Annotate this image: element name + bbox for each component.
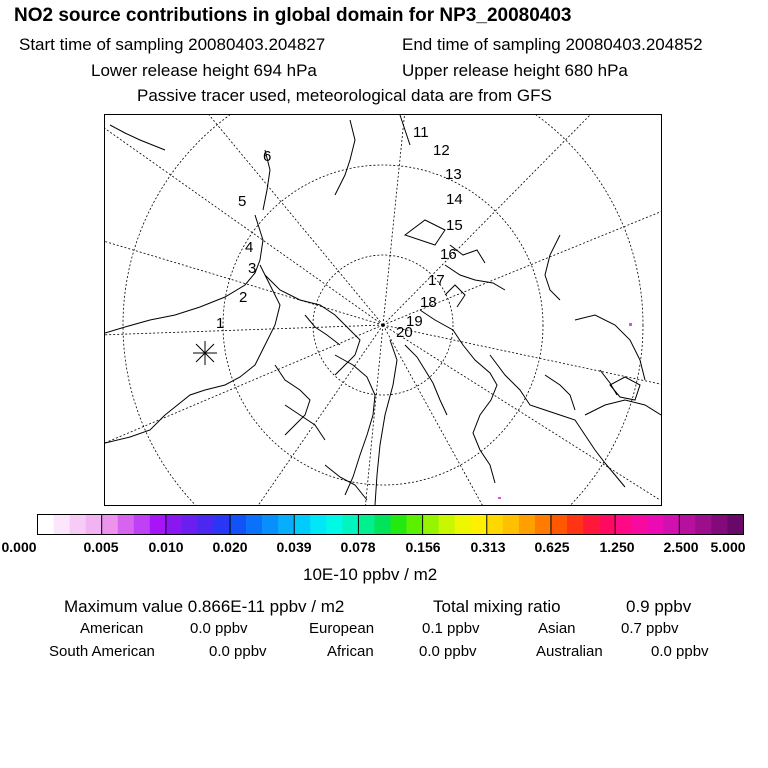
colorbar-swatch xyxy=(150,515,166,535)
colorbar-swatch xyxy=(423,515,439,535)
colorbar-tick-label: 0.005 xyxy=(83,539,119,555)
trajectory-label: 5 xyxy=(238,193,247,210)
colorbar-swatch xyxy=(711,515,727,535)
trajectory-label: 6 xyxy=(263,148,272,165)
total-mixing-value: 0.9 ppbv xyxy=(626,597,692,616)
start-time-label: Start time of sampling 20080403.204827 xyxy=(19,35,326,54)
colorbar-swatch xyxy=(182,515,198,535)
colorbar-tick-label: 0.000 xyxy=(1,539,37,555)
colorbar-swatch xyxy=(471,515,487,535)
colorbar-swatch xyxy=(631,515,647,535)
meridian-line xyxy=(383,115,405,325)
trajectory-label: 3 xyxy=(248,260,257,277)
coastline xyxy=(335,120,355,195)
max-value-label: Maximum value 0.866E-11 ppbv / m2 xyxy=(64,597,345,616)
plot-title: NO2 source contributions in global domain for NP3_20080403 xyxy=(14,5,572,26)
coastline xyxy=(405,345,447,415)
coastline xyxy=(420,310,497,483)
meridian-line xyxy=(383,325,661,385)
colorbar-swatch xyxy=(374,515,390,535)
contribution-name: Asian xyxy=(538,620,576,637)
colorbar-swatch xyxy=(86,515,102,535)
colorbar-tick-label: 0.010 xyxy=(148,539,184,555)
end-time-label: End time of sampling 20080403.204852 xyxy=(402,35,703,54)
coastline xyxy=(285,405,325,440)
trajectory-label: 14 xyxy=(446,191,463,208)
coastline xyxy=(265,275,360,375)
contribution-value: 0.0 ppbv xyxy=(419,643,477,660)
trajectory-label: 2 xyxy=(239,289,248,306)
colorbar-tick-label: 0.625 xyxy=(534,539,570,555)
colorbar-swatch xyxy=(439,515,455,535)
colorbar-tick-label: 0.020 xyxy=(212,539,248,555)
colorbar-swatch xyxy=(503,515,519,535)
colorbar-swatch xyxy=(407,515,423,535)
colorbar-swatch xyxy=(342,515,358,535)
polar-map xyxy=(104,114,662,506)
contribution-name: African xyxy=(327,643,374,660)
colorbar-tick-label: 5.000 xyxy=(710,539,746,555)
trajectory-label: 1 xyxy=(216,315,225,332)
contribution-name: Australian xyxy=(536,643,603,660)
meridian-line xyxy=(105,325,383,335)
trajectory-label: 20 xyxy=(396,324,413,341)
colorbar-swatch xyxy=(54,515,70,535)
meridian-line xyxy=(383,325,660,500)
coastlines xyxy=(105,115,661,505)
colorbar-swatch xyxy=(487,515,503,535)
colorbar-swatch xyxy=(118,515,134,535)
colorbar-swatch xyxy=(599,515,615,535)
trajectory-label: 11 xyxy=(413,124,429,141)
contribution-value: 0.0 ppbv xyxy=(209,643,267,660)
colorbar-swatch xyxy=(663,515,679,535)
contribution-name: South American xyxy=(49,643,155,660)
lower-height-label: Lower release height 694 hPa xyxy=(91,61,317,80)
trajectory-label: 4 xyxy=(245,239,254,256)
colorbar-swatches xyxy=(38,515,744,535)
coastline xyxy=(275,365,310,435)
meridian-line xyxy=(365,325,383,505)
map-canvas xyxy=(105,115,661,505)
coastline xyxy=(575,315,645,380)
coastline xyxy=(545,235,560,300)
colorbar-swatch xyxy=(567,515,583,535)
colorbar-swatch xyxy=(70,515,86,535)
max-contribution-spot xyxy=(629,323,632,326)
colorbar-swatch xyxy=(198,515,214,535)
coastline xyxy=(335,355,375,495)
contribution-name: European xyxy=(309,620,375,637)
tracer-note: Passive tracer used, meteorological data are from GFS xyxy=(137,86,552,105)
colorbar-swatch xyxy=(679,515,695,535)
contribution-spot xyxy=(498,497,501,499)
trajectory-label: 12 xyxy=(433,142,450,159)
contribution-value: 0.1 ppbv xyxy=(422,620,480,637)
upper-height-label: Upper release height 680 hPa xyxy=(402,61,628,80)
coastline xyxy=(105,215,263,333)
colorbar-swatch xyxy=(278,515,294,535)
trajectory-label: 19 xyxy=(406,313,423,330)
coastline xyxy=(165,265,280,415)
meridian-line xyxy=(383,325,485,505)
contribution-value: 0.0 ppbv xyxy=(651,643,709,660)
colorbar-swatch xyxy=(214,515,230,535)
colorbar-swatch xyxy=(647,515,663,535)
colorbar-swatch xyxy=(519,515,535,535)
colorbar-unit-label: 10E-10 ppbv / m2 xyxy=(303,565,438,584)
trajectory-label: 17 xyxy=(428,272,445,289)
colorbar-tick-label: 0.039 xyxy=(276,539,312,555)
colorbar-swatch xyxy=(391,515,407,535)
asterisk-icon xyxy=(193,341,217,365)
contribution-name: American xyxy=(80,620,144,637)
lat-lon-grid xyxy=(105,115,661,505)
meridian-line xyxy=(383,115,595,325)
colorbar xyxy=(37,514,745,536)
colorbar-tick-label: 0.078 xyxy=(340,539,376,555)
colorbar-swatch xyxy=(727,515,743,535)
colorbar-swatch xyxy=(134,515,150,535)
colorbar-tick-label: 2.500 xyxy=(663,539,699,555)
colorbar-swatch xyxy=(326,515,342,535)
latitude-circle-outer xyxy=(123,115,643,505)
colorbar-swatch xyxy=(294,515,310,535)
meridian-line xyxy=(105,240,383,325)
coastline xyxy=(325,465,367,500)
trajectory-label: 13 xyxy=(445,166,462,183)
trajectory-label: 15 xyxy=(446,217,463,234)
coastline xyxy=(375,340,397,505)
colorbar-swatch xyxy=(535,515,551,535)
colorbar-swatch xyxy=(615,515,631,535)
colorbar-swatch xyxy=(166,515,182,535)
coastline xyxy=(545,375,575,410)
colorbar-swatch xyxy=(358,515,374,535)
contribution-value: 0.7 ppbv xyxy=(621,620,679,637)
coastline xyxy=(305,315,340,345)
colorbar-swatch xyxy=(455,515,471,535)
contribution-value: 0.0 ppbv xyxy=(190,620,248,637)
colorbar-tick-label: 1.250 xyxy=(599,539,635,555)
colorbar-tick-label: 0.156 xyxy=(405,539,441,555)
colorbar-swatch xyxy=(695,515,711,535)
colorbar-swatch xyxy=(262,515,278,535)
colorbar-swatch xyxy=(583,515,599,535)
colorbar-tick-label: 0.313 xyxy=(470,539,506,555)
colorbar-swatch xyxy=(310,515,326,535)
coastline xyxy=(585,400,661,415)
colorbar-swatch xyxy=(38,515,54,535)
colorbar-swatch xyxy=(102,515,118,535)
total-mixing-label: Total mixing ratio xyxy=(433,597,561,616)
trajectory-label: 16 xyxy=(440,246,457,263)
colorbar-swatch xyxy=(551,515,567,535)
colorbar-swatch xyxy=(230,515,246,535)
coastline xyxy=(490,355,625,487)
trajectory-label: 18 xyxy=(420,294,437,311)
colorbar-swatch xyxy=(246,515,262,535)
coastline xyxy=(405,220,445,245)
